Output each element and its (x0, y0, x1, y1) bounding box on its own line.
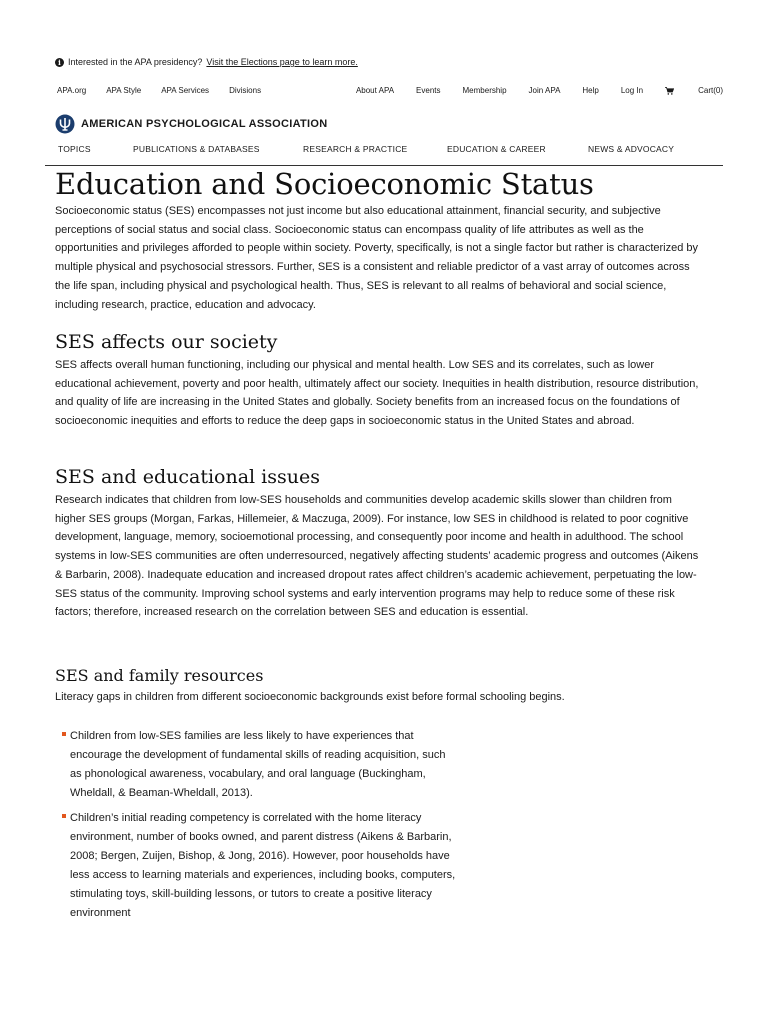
utility-link-divisions[interactable]: Divisions (229, 86, 262, 95)
brand-name: AMERICAN PSYCHOLOGICAL ASSOCIATION (81, 118, 328, 130)
utility-link-events[interactable]: Events (416, 86, 441, 95)
bullet-marker (62, 732, 66, 736)
utility-nav (57, 86, 723, 98)
elections-link[interactable]: Visit the Elections page to learn more. (206, 57, 358, 67)
family-resources-list (62, 727, 457, 929)
nav-news-advocacy[interactable]: NEWS & ADVOCACY (588, 144, 675, 154)
utility-link-join-apa[interactable]: Join APA (528, 86, 561, 95)
section-heading-society: SES affects our society (55, 331, 278, 353)
list-item-text: Children from low-SES families are less likely to have experiences that encourage the development of fundamental skills of reading acquisition, such as phonological awareness, vocabulary, and oral language (Buckingham, Wheldall, & Beaman-Wheldall, 2013). (70, 730, 446, 799)
bullet-marker (62, 814, 66, 818)
utility-link-help[interactable]: Help (582, 86, 599, 95)
education-paragraph: Research indicates that children from low-SES households and communities develop academic skills slower than children from higher SES groups (Morgan, Farkas, Hillemeier, & Maczuga, 2009). For instance, low SES in childhood is related to poor cognitive development, language, memory, socioemotional processing, and consequently poor income and health in adulthood. The school systems in low-SES communities are often underresourced, negatively affecting students’ academic progress and outcomes (Aikens & Barbarin, 2008). Inadequate education and increased dropout rates affect children’s academic achievement, perpetuating the low-SES status of the community. Improving school systems and early intervention programs may help to reduce some of these risk factors; therefore, increased research on the correlation between SES and education is essential. (55, 494, 699, 619)
list-item-text: Children’s initial reading competency is correlated with the home literacy environment, number of books owned, and parent distress (Aikens & Barbarin, 2008; Bergen, Zuijen, Bishop, & Jong, 2016). However, poor households have less access to learning materials and experiences, including books, computers, stimulating toys, skill-building lessons, or tutors to create a positive literacy environment (70, 812, 456, 919)
info-icon: i (55, 58, 64, 67)
utility-link-log-in[interactable]: Log In (620, 86, 644, 95)
society-paragraph: SES affects overall human functioning, including our physical and mental health. Low SES and its correlates, such as lower educational achievement, poverty and poor health, ultimately affect our society. Inequities in health distribution, resource distribution, and quality of life are increasing in the United States and globally. Society benefits from an increased focus on the foundations of socioeconomic inequities and efforts to reduce the deep gaps in socioeconomic status in the United States and abroad. (55, 359, 699, 428)
nav-publications-databases[interactable]: PUBLICATIONS & DATABASES (133, 144, 260, 154)
cart-icon (665, 87, 674, 95)
utility-link-apa-style[interactable]: APA Style (106, 86, 142, 95)
psi-logo-icon (55, 114, 75, 134)
list-item (62, 809, 457, 923)
cart-link[interactable] (665, 86, 723, 95)
nav-education-career[interactable]: EDUCATION & CAREER (447, 144, 546, 154)
cart-label: Cart(0) (698, 86, 723, 95)
utility-link-about-apa[interactable]: About APA (355, 86, 395, 95)
banner-text: Interested in the APA presidency? (68, 57, 203, 67)
page-title: Education and Socioeconomic Status (55, 167, 594, 201)
intro-paragraph: Socioeconomic status (SES) encompasses not just income but also educational attainment, financial security, and subjective perceptions of social status and social class. Socioeconomic status can encompass quality of life attributes as well as the opportunities and privileges afforded to people within society. Poverty, specifically, is not a single factor but rather is characterized by multiple physical and psychosocial stressors. Further, SES is a consistent and reliable predictor of a vast array of outcomes across the life span, including physical and psychological health. Thus, SES is relevant to all realms of behavioral and social science, including research, practice, education and advocacy. (55, 205, 699, 311)
nav-research-practice[interactable]: RESEARCH & PRACTICE (303, 144, 408, 154)
section-heading-education: SES and educational issues (55, 466, 320, 488)
nav-topics[interactable]: TOPICS (58, 144, 91, 154)
list-item (62, 727, 457, 803)
announcement-banner (55, 57, 358, 67)
section-heading-family-resources: SES and family resources (55, 666, 264, 685)
apa-logo[interactable] (55, 114, 328, 134)
utility-link-apa-services[interactable]: APA Services (161, 86, 210, 95)
utility-link-apa-org[interactable]: APA.org (57, 86, 87, 95)
main-nav (58, 144, 723, 158)
family-resources-paragraph: Literacy gaps in children from different socioeconomic backgrounds exist before formal schooling begins. (55, 691, 565, 703)
utility-link-membership[interactable]: Membership (462, 86, 507, 95)
